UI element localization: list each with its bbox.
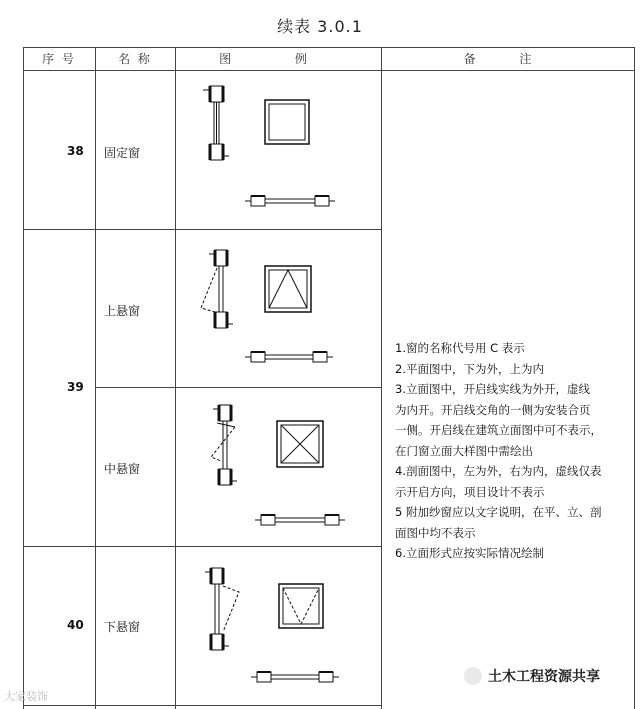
top-hung-window-symbol — [195, 240, 345, 375]
center-pivot-window-symbol — [195, 397, 355, 537]
watermark-left: 大家装饰 — [4, 690, 48, 703]
note-line: 面图中均不表示 — [395, 525, 476, 540]
bottom-hung-window-symbol — [195, 558, 355, 698]
note-line: 5 附加纱窗应以文字说明，在平、立、剖 — [395, 505, 602, 519]
note-line: 一侧。开启线在建筑立面图中可不表示， — [395, 423, 602, 437]
row-number-39: 39 — [67, 380, 84, 394]
row-number-40: 40 — [67, 618, 84, 632]
header-remarks: 备 注 — [463, 52, 552, 66]
name-bottom-hung-window: 下悬窗 — [104, 620, 141, 634]
watermark-right: 土木工程资源共享 — [488, 669, 600, 685]
note-line: 3.立面图中，开启线实线为外开，虚线 — [395, 382, 590, 396]
note-line: 6.立面形式应按实际情况绘制 — [395, 546, 544, 560]
fixed-window-symbol — [195, 80, 345, 220]
table-title: 续表 3.0.1 — [277, 17, 363, 36]
name-top-hung-window: 上悬窗 — [104, 304, 141, 318]
note-line: 4.剖面图中，左为外，右为内，虚线仅表 — [395, 464, 602, 478]
header-name: 名 称 — [118, 52, 152, 66]
wechat-icon — [464, 667, 482, 685]
header-legend: 图 例 — [219, 52, 337, 66]
header-seq: 序 号 — [42, 52, 76, 66]
note-line: 在门窗立面大样图中需绘出 — [395, 443, 533, 458]
row-number-38: 38 — [67, 144, 84, 158]
note-line: 2.平面图中，下为外，上为内 — [395, 361, 544, 376]
note-line: 1.窗的名称代号用 C 表示 — [395, 341, 525, 355]
note-line: 示开启方向，项目设计不表示 — [395, 484, 545, 499]
note-line: 为内开。开启线交角的一侧为安装合页 — [395, 402, 591, 417]
remarks-notes — [395, 338, 635, 564]
name-center-pivot-window: 中悬窗 — [104, 462, 141, 476]
name-fixed-window: 固定窗 — [104, 146, 141, 160]
